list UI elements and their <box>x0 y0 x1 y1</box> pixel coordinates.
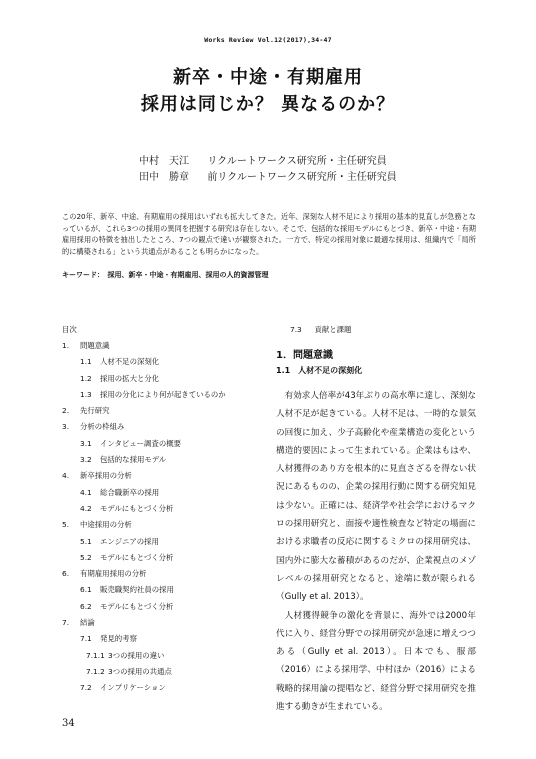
toc-item <box>62 631 272 647</box>
toc-item <box>62 387 272 403</box>
toc-item-number: 4.2 <box>80 503 92 513</box>
toc-item-label: 新卒採用の分析 <box>80 471 132 481</box>
toc-item <box>62 452 272 468</box>
toc-item <box>62 566 272 582</box>
toc-item-number: 6.2 <box>80 601 92 611</box>
toc-item-label: 結論 <box>80 618 95 628</box>
toc-title: 目次 <box>62 325 77 334</box>
toc-item <box>62 534 272 550</box>
toc-item-number: 7. <box>62 618 70 628</box>
toc-item <box>62 338 272 354</box>
abstract: この20年、新卒、中途、有期雇用の採用はいずれも拡大してきた。近年、深刻な人材不足により採用の基本的見直しが急務となっているが、これら3つの採用の異同を把握する研究は存在しない。そこで、包括的な採用モデルにもとづき、新卒・中途・有期雇用採用の特徴を抽出したところ、7つの観点で違いが観察された。一方で、特定の採用対象に最適な採用は、組織内で「局所的に構築される」という共通点があることも明らかになった。 <box>62 212 476 256</box>
toc-item <box>62 419 272 435</box>
title-line-2: 採用は同じか？ 異なるのか？ <box>140 94 396 115</box>
toc-item-number: 4. <box>62 471 70 481</box>
toc-item-label: 問題意識 <box>80 341 110 350</box>
toc-item-number: 1.1 <box>80 357 92 367</box>
section-heading: 1．問題意識 <box>276 350 333 361</box>
toc-item-label: 中途採用の分析 <box>80 520 132 530</box>
table-of-contents <box>62 322 272 697</box>
toc-item-label: 貢献と課題 <box>314 325 352 334</box>
journal-header: Works Review Vol.12(2017),34-47 <box>204 36 332 44</box>
toc-item-number: 7.1.1 <box>86 650 105 660</box>
toc-item-number: 7.2 <box>80 683 92 693</box>
toc-item-label: 分析の枠組み <box>80 422 125 432</box>
toc-item-label: モデルにもとづく分析 <box>100 503 174 513</box>
toc-item <box>62 517 272 533</box>
toc-item-label: 販売職契約社員の採用 <box>100 585 174 595</box>
toc-item-number: 5. <box>62 520 70 530</box>
title-line-1: 新卒・中途・有期雇用 <box>173 67 363 88</box>
toc-item-number: 7.1.2 <box>86 666 105 676</box>
toc-item-label: モデルにもとづく分析 <box>100 601 174 611</box>
toc-item-number: 3.1 <box>80 438 92 448</box>
toc-item <box>62 501 272 517</box>
toc-item-number: 1.2 <box>80 373 92 383</box>
toc-item-label: 総合職新卒の採用 <box>100 487 160 497</box>
author-row <box>139 154 397 170</box>
toc-item <box>62 371 272 387</box>
paper-title <box>0 64 536 118</box>
toc-item-label: 3つの採用の違い <box>108 650 165 660</box>
toc-item-number: 1.3 <box>80 389 92 399</box>
toc-item <box>62 599 272 615</box>
toc-item <box>62 354 272 370</box>
toc-item-number: 3. <box>62 422 70 432</box>
paragraph: 人材獲得競争の激化を背景に、海外では2000年代に入り、経営分野での採用研究が急速に増えつつある（Gully et al. 2013）。日本でも、服部（2016）による採用学、中村ほか（2016）による戦略的採用論の提唱など、経営分野で採用研究を推進する動きが生まれている。 <box>276 610 476 713</box>
toc-item-number: 4.1 <box>80 487 92 497</box>
toc-item <box>62 436 272 452</box>
toc-item-label: インプリケーション <box>100 683 166 693</box>
keywords: キーワード： 採用、新卒・中途・有期雇用、採用の人的資源管理 <box>62 271 269 279</box>
toc-item-label: モデルにもとづく分析 <box>100 552 174 562</box>
toc-item-label: 包括的な採用モデル <box>100 455 167 465</box>
toc-item <box>62 615 272 631</box>
toc-item <box>62 468 272 484</box>
toc-item <box>62 485 272 501</box>
toc-item-label: 人材不足の深刻化 <box>100 357 160 367</box>
toc-item-number: 6.1 <box>80 585 92 595</box>
toc-item-number: 7.1 <box>80 634 92 644</box>
toc-item-number: 1. <box>62 341 70 350</box>
author-name: 田中 勝章 <box>139 172 189 183</box>
toc-list <box>62 338 272 697</box>
toc-item-number: 6. <box>62 569 70 579</box>
toc-item-number: 5.1 <box>80 536 92 546</box>
toc-item-number: 3.2 <box>80 455 92 465</box>
toc-item-label: 先行研究 <box>80 406 110 416</box>
toc-item-number: 2. <box>62 406 70 416</box>
toc-item <box>62 680 272 696</box>
toc-item-label: 発見的考察 <box>100 634 137 644</box>
body-text <box>276 387 476 716</box>
toc-item-label: 採用の分化により何が起きているのか <box>100 389 226 399</box>
toc-item <box>62 550 272 566</box>
toc-item <box>62 648 272 664</box>
paragraph: 有効求人倍率が43年ぶりの高水準に達し、深刻な人材不足が起きている。人材不足は、一時的な景気の回復に加え、少子高齢化や産業構造の変化という構造的要因によって生まれている。企業はもはや、人材獲得のあり方を根本的に見直さざるを得ない状況にあるものの、企業の採用行動に関する研究知見は少ない。正確には、経済学や社会学におけるマクロの採用研究と、面接や適性検査など特定の場面における求職者の反応に関するミクロの採用研究は、国内外に膨大な蓄積があるのだが、企業視点のメゾレベルの採用研究となると、途端に数が限られる（Gully et al. 2013）。 <box>276 391 476 603</box>
toc-item-label: 有期雇用採用の分析 <box>80 569 147 579</box>
toc-item <box>62 403 272 419</box>
subsection-heading: 1.1 人材不足の深刻化 <box>276 366 363 375</box>
toc-item-label: インタビュー調査の概要 <box>100 438 182 448</box>
author-name: 中村 天江 <box>139 156 189 167</box>
toc-item-continued <box>276 322 476 338</box>
toc-item-number: 7.3 <box>290 325 302 334</box>
author-affiliation: 前リクルートワークス研究所・主任研究員 <box>207 172 397 183</box>
author-row <box>139 170 397 186</box>
right-column <box>276 322 476 716</box>
toc-item <box>62 664 272 680</box>
toc-item-label: エンジニアの採用 <box>100 536 159 546</box>
toc-item <box>62 582 272 598</box>
author-block <box>139 154 397 186</box>
toc-item-number: 5.2 <box>80 552 92 562</box>
toc-item-label: 採用の拡大と分化 <box>100 373 160 383</box>
author-affiliation: リクルートワークス研究所・主任研究員 <box>207 156 387 167</box>
page-number: 34 <box>62 718 75 729</box>
toc-item-label: 3つの採用の共通点 <box>108 666 172 676</box>
